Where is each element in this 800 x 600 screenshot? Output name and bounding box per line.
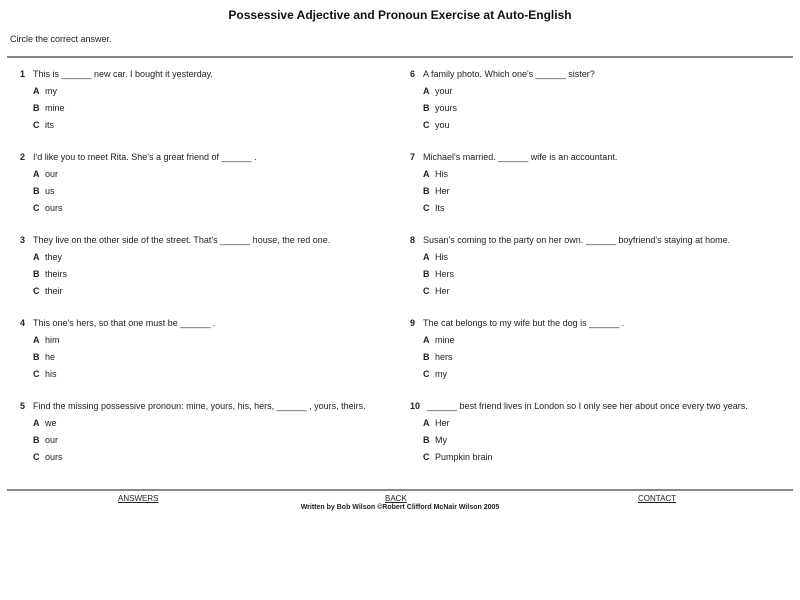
answer-option[interactable] (20, 417, 390, 429)
page-title: Possessive Adjective and Pronoun Exercise at Auto-English (228, 8, 572, 22)
option-text: ours (45, 452, 63, 462)
answer-option[interactable] (410, 285, 780, 297)
option-letter: C (33, 286, 40, 296)
question-8 (410, 234, 780, 297)
answer-option[interactable] (410, 119, 780, 131)
option-text: His (435, 169, 448, 179)
question-text: Find the missing possessive pronoun: mine, yours, his, hers, ______ , yours, theirs. (33, 401, 366, 411)
question-text: This one's hers, so that one must be ______ . (33, 318, 216, 328)
option-letter: A (33, 86, 40, 96)
option-letter: B (423, 103, 430, 113)
option-letter: C (33, 203, 40, 213)
option-letter: A (423, 418, 430, 428)
question-number: 9 (410, 318, 416, 328)
option-letter: C (33, 369, 40, 379)
option-text: Her (435, 186, 450, 196)
answer-option[interactable] (20, 334, 390, 346)
back-link[interactable]: BACK (385, 494, 407, 503)
answer-option[interactable] (410, 168, 780, 180)
question-number: 1 (20, 69, 26, 79)
answer-option[interactable] (20, 434, 390, 446)
question-number: 7 (410, 152, 416, 162)
option-letter: A (423, 335, 430, 345)
option-letter: B (33, 269, 40, 279)
option-text: My (435, 435, 447, 445)
option-text: our (45, 169, 59, 179)
answer-option[interactable] (20, 351, 390, 363)
question-number: 6 (410, 69, 416, 79)
question-4 (20, 317, 390, 380)
question-text: This is ______ new car. I bought it yesterday. (33, 69, 213, 79)
option-letter: C (33, 452, 40, 462)
option-text: its (45, 120, 54, 130)
option-text: mine (45, 103, 65, 113)
answer-option[interactable] (410, 202, 780, 214)
option-text: he (45, 352, 56, 362)
option-letter: B (423, 352, 430, 362)
question-number: 4 (20, 318, 26, 328)
option-text: your (435, 86, 453, 96)
question-5 (20, 400, 390, 463)
option-text: my (435, 369, 447, 379)
answer-option[interactable] (410, 417, 780, 429)
answer-option[interactable] (20, 185, 390, 197)
credit-line: Written by Bob Wilson ©Robert Clifford McNair Wilson 2005 (300, 504, 500, 511)
question-2 (20, 151, 390, 214)
answer-option[interactable] (20, 268, 390, 280)
answer-option[interactable] (20, 119, 390, 131)
question-1 (20, 68, 390, 131)
option-letter: B (33, 103, 40, 113)
answer-option[interactable] (410, 368, 780, 380)
option-text: mine (435, 335, 455, 345)
question-6 (410, 68, 780, 131)
option-text: my (45, 86, 57, 96)
question-number: 8 (410, 235, 416, 245)
answer-option[interactable] (20, 102, 390, 114)
option-letter: C (423, 286, 430, 296)
option-letter: B (33, 186, 40, 196)
option-letter: C (423, 452, 430, 462)
option-text: His (435, 252, 448, 262)
option-letter: A (423, 252, 430, 262)
option-text: ours (45, 203, 63, 213)
answer-option[interactable] (20, 368, 390, 380)
option-text: us (45, 186, 55, 196)
question-9 (410, 317, 780, 380)
question-text: They live on the other side of the street. That's ______ house, the red one. (33, 235, 331, 245)
option-letter: B (33, 352, 40, 362)
option-text: Her (435, 286, 450, 296)
question-number: 3 (20, 235, 26, 245)
answer-option[interactable] (410, 251, 780, 263)
question-text: The cat belongs to my wife but the dog is ______ . (423, 318, 625, 328)
option-letter: C (423, 120, 430, 130)
option-letter: A (33, 252, 40, 262)
option-text: they (45, 252, 63, 262)
question-number: 5 (20, 401, 26, 411)
answer-option[interactable] (410, 351, 780, 363)
option-text: we (45, 418, 57, 428)
question-number: 10 (410, 401, 421, 411)
option-letter: C (423, 369, 430, 379)
option-letter: A (33, 169, 40, 179)
divider (7, 489, 793, 491)
question-text: I'd like you to meet Rita. She's a great friend of ______ . (33, 152, 257, 162)
answer-option[interactable] (410, 434, 780, 446)
option-text: their (45, 286, 63, 296)
answer-option[interactable] (20, 285, 390, 297)
option-letter: B (423, 269, 430, 279)
answers-link[interactable]: ANSWERS (118, 494, 159, 503)
option-text: him (45, 335, 60, 345)
option-text: Pumpkin brain (435, 452, 493, 462)
answer-option[interactable] (410, 102, 780, 114)
question-7 (410, 151, 780, 214)
option-letter: B (423, 435, 430, 445)
option-text: theirs (45, 269, 68, 279)
option-text: hers (435, 352, 453, 362)
answer-option[interactable] (20, 451, 390, 463)
answer-option[interactable] (410, 334, 780, 346)
answer-option[interactable] (410, 268, 780, 280)
option-text: Its (435, 203, 445, 213)
option-text: Her (435, 418, 450, 428)
option-letter: A (33, 335, 40, 345)
answer-option[interactable] (20, 251, 390, 263)
option-letter: A (423, 169, 430, 179)
option-letter: C (33, 120, 40, 130)
answer-option[interactable] (20, 202, 390, 214)
question-number: 2 (20, 152, 26, 162)
option-letter: B (423, 186, 430, 196)
divider (7, 56, 793, 58)
question-text: ______ best friend lives in London so I only see her about once every two years. (427, 401, 748, 411)
option-text: his (45, 369, 57, 379)
question-3 (20, 234, 390, 297)
answer-option[interactable] (410, 451, 780, 463)
answer-option[interactable] (410, 85, 780, 97)
answer-option[interactable] (20, 168, 390, 180)
question-10 (410, 400, 780, 463)
option-letter: A (423, 86, 430, 96)
answer-option[interactable] (410, 185, 780, 197)
answer-option[interactable] (20, 85, 390, 97)
option-letter: A (33, 418, 40, 428)
instruction: Circle the correct answer. (10, 34, 112, 44)
option-letter: C (423, 203, 430, 213)
option-text: yours (435, 103, 458, 113)
question-text: Susan's coming to the party on her own. ______ boyfriend's staying at home. (423, 235, 731, 245)
question-text: Michael's married. ______ wife is an accountant. (423, 152, 618, 162)
question-text: A family photo. Which one's ______ sister? (423, 69, 595, 79)
option-text: you (435, 120, 450, 130)
option-text: Hers (435, 269, 455, 279)
option-letter: B (33, 435, 40, 445)
contact-link[interactable]: CONTACT (638, 494, 677, 503)
option-text: our (45, 435, 59, 445)
